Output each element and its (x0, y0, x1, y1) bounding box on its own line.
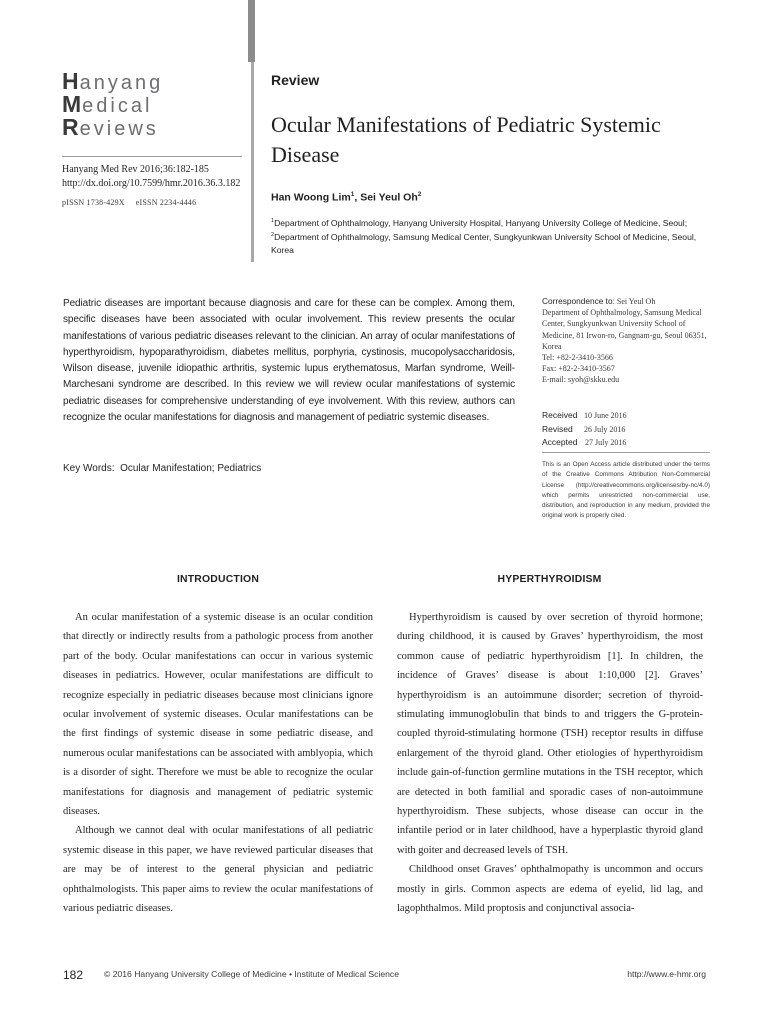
affiliations (271, 215, 701, 256)
correspondence-email[interactable]: E-mail: syoh@skku.edu (542, 375, 620, 385)
issn-line (62, 198, 196, 207)
logo-line (62, 70, 242, 93)
section-heading-hyperthyroidism: HYPERTHYROIDISM (497, 574, 602, 585)
section-heading-introduction: INTRODUCTION (176, 574, 260, 585)
eissn: eISSN 2234-4446 (135, 198, 197, 207)
correspondence-address: Department of Ophthalmology, Samsung Medical Center, Sungkyunkwan University School of Medicine, 81 Irwon-ro, Gangnam-gu, Seoul 06351, Korea (542, 308, 707, 351)
article-title: Ocular Manifestations of Pediatric Systemic Disease (271, 112, 661, 167)
date-row (542, 436, 627, 450)
logo-line (62, 93, 242, 116)
masthead-accent-bar (248, 0, 255, 62)
affiliation-mark: 1 (271, 218, 275, 224)
date-value: 26 July 2016 (584, 424, 626, 434)
author-list: Han Woong Lim$^1$, Sei Yeul Oh$^2$ (271, 191, 422, 204)
body-paragraph: Hyperthyroidism is caused by over secretion of thyroid hormone; during childhood, it is caused by Graves’ hyperthyroidism, the most common cause of pediatric hyperthyroidism [1]. In children, the incidence of Graves’ disease is about 1:10,000 [2]. Graves’ hyperthyroidism is an autoimmune disorder; secretion of thyroid-stimulating immunoglobulin that binds to and triggers the G-protein-coupled thyroid-stimulating hormone (TSH) receptor results in diffuse enlargement of the thyroid gland. Other etiologies of hyperthyroidism include gain-of-function germline mutations in the TSH receptor, which are detected in both familial and sporadic cases of non-autoimmune hyperthyroidism. These subjects, whose disease can occur in the infantile period or in later childhood, have a hyperplastic thyroid gland with goiter and decreased levels of TSH. (397, 612, 703, 856)
correspondence-name: Sei Yeul Oh (616, 297, 656, 306)
author-affiliation-mark: 1 (350, 191, 355, 198)
author-name: Sei Yeul Oh (360, 191, 418, 204)
correspondence-fax: Fax: +82-2-3410-3567 (542, 364, 615, 374)
doi-link[interactable]: http://dx.doi.org/10.7599/hmr.2016.36.3.182 (62, 178, 241, 189)
logo-line (62, 116, 242, 139)
pissn: pISSN 1738-429X (62, 198, 125, 207)
date-value: 10 June 2016 (584, 411, 627, 420)
footer-url[interactable]: http://www.e-hmr.org (627, 969, 706, 979)
body-paragraph: An ocular manifestation of a systemic disease is an ocular condition that directly or indirectly results from a pathologic process from another part of the body. Ocular manifestations can occur in various systemic diseases in pediatrics. However, ocular manifestations are difficult to recognize especially in pediatric diseases because most clinicians ignore ocular involvement of systemic diseases. Ocular manifestations can be the first findings of systemic disease in some pediatric disease, and numerous ocular manifestations can be associated with amblyopia, which is a disorder of sight. Therefore we must be able to recognize the ocular manifestations for diagnosis and management of pediatric systemic diseases. (63, 612, 373, 818)
keywords (63, 463, 261, 474)
date-label: Revised (542, 423, 573, 434)
article-dates (542, 409, 627, 450)
correspondence-label: Correspondence to: (542, 296, 615, 306)
logo-initial: M (62, 91, 83, 117)
footer-copyright: © 2016 Hanyang University College of Medicine • Institute of Medical Science (104, 969, 399, 979)
keywords-label: Key Words: (63, 463, 115, 474)
introduction-column (63, 608, 373, 919)
journal-logo (62, 70, 242, 139)
logo-initial: R (62, 114, 80, 140)
keywords-value: Ocular Manifestation; Pediatrics (120, 463, 262, 474)
hyperthyroidism-column (397, 608, 703, 919)
license-notice: This is an Open Access article distributed under the terms of the Creative Commons Attribution Non-Commercial License (http://creativecommons.org/licenses/by-nc/4.0) which permits unrestricted non-commercial use, distribution, and reproduction in any medium, provided the original work is properly cited. (542, 461, 710, 520)
correspondence-block (542, 296, 712, 386)
logo-word: edical (82, 95, 153, 117)
masthead-rule (62, 156, 242, 157)
date-row (542, 409, 627, 423)
date-row (542, 423, 627, 437)
logo-initial: H (62, 68, 80, 94)
affiliation-text: Department of Ophthalmology, Samsung Medical Center, Sungkyunkwan University School of Medicine, Seoul, Korea (271, 232, 697, 255)
body-paragraph: Childhood onset Graves’ ophthalmopathy is uncommon and occurs mostly in girls. Common aspects are edema of eyelid, lid lag, and lagophthalmos. Mild proptosis and conjunctival associa- (397, 864, 703, 915)
logo-word: eviews (79, 118, 159, 140)
correspondence-tel: Tel: +82-2-3410-3566 (542, 353, 613, 363)
page-number: 182 (63, 968, 84, 982)
date-value: 27 July 2016 (585, 438, 627, 448)
body-paragraph: Although we cannot deal with ocular manifestations of all pediatric systemic disease in this paper, we have reviewed particular diseases that are may be of interest to the general physician and pediatric ophthalmologists. This paper aims to review the ocular manifestations of various pediatric diseases. (63, 825, 373, 915)
logo-word: anyang (79, 72, 164, 94)
abstract: Pediatric diseases are important because diagnosis and care for these can be complex. Among them, specific diseases have been associated with ocular involvement. This review presents the ocular manifestations of various pediatric diseases relevant to the clinician. An array of ocular manifestations of hyperthyroidism, hypoparathyroidism, diabetes mellitus, porphyria, cystinosis, mucopolysaccharidosis, Wilson disease, juvenile idiopathic arthritis, systemic lupus erythematosus, Marfan syndrome, Weill-Marchesani syndrome are described. In this review we will review ocular manifestations of systemic pediatric diseases for comprehensive understanding of eye involvement. With this review, authors can recognize the ocular manifestations for diagnosis and management of pediatric systemic diseases. (63, 298, 515, 424)
author-affiliation-mark: 2 (417, 191, 422, 198)
citation-block (62, 163, 240, 191)
affiliation-text: Department of Ophthalmology, Hanyang University Hospital, Hanyang University College of Medicine, Seoul; (274, 217, 688, 228)
affiliation-mark: 2 (271, 232, 275, 239)
date-label: Accepted (542, 437, 578, 448)
journal-citation: Hanyang Med Rev 2016;36:182-185 (62, 164, 209, 175)
sidebar-rule (542, 452, 710, 453)
article-type: Review (271, 72, 320, 88)
author-name: Han Woong Lim (271, 191, 351, 204)
date-label: Received (542, 410, 578, 420)
